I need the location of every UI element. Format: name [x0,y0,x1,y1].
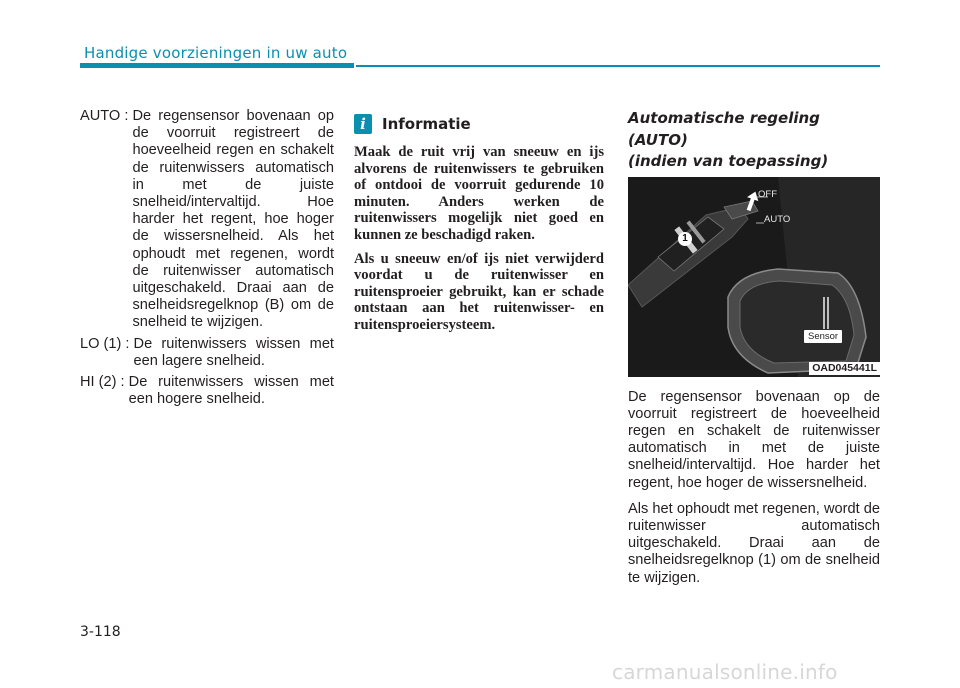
info-title: Informatie [382,115,471,133]
figure-label-off: OFF [758,188,777,200]
definition-desc: De ruitenwissers wissen met een hogere snelheid. [128,374,334,408]
definition-auto: AUTO : De regensensor bovenaan op de voorruit registreert de hoeveelheid regen en schakelt de ruitenwissers automatisch in met de juiste snelheid/intervaltijd. Hoe harder het regent, hoe hoger de wissersnelheid. Als het ophoudt met regenen, wordt de ruitenwisser automatisch uitgeschakeld. Draai aan de snelheidsregelknop (B) om de snelheid te wijzigen. [80,108,334,331]
info-box [354,112,604,334]
figure-callout: 1 [678,232,692,246]
definition-term: HI (2) [80,374,117,391]
info-paragraph: Als u sneeuw en/of ijs niet verwijderd voordat u de ruitenwisser en ruitensproeier gebruikt, kan er schade ontstaan aan het ruitenwisser- en ruitensproeiersysteem. [354,250,604,333]
definition-desc: De ruitenwissers wissen met een lagere snelheid. [133,335,334,369]
definition-list [80,108,334,412]
definition-hi: HI (2) : De ruitenwissers wissen met een hogere snelheid. [80,374,334,408]
page-number: 3-118 [80,624,121,640]
header-rule [80,63,354,68]
info-paragraph: Maak de ruit vrij van sneeuw en ijs alvorens de ruitenwissers te gebruiken of ontdooi de voorruit gedurende 10 minuten. Anders werken de ruitenwissers mogelijk niet goed en kunnen ze beschadigd raken. [354,144,604,243]
figure-illustration [628,177,880,377]
section-title: Automatische regeling (AUTO) [628,109,820,149]
info-icon: i [354,114,372,134]
wiper-sensor-figure [628,177,880,377]
definition-term: AUTO [80,108,121,124]
figure-code: OAD045441L [809,362,880,375]
auto-section [628,108,880,587]
section-header-title: Handige voorzieningen in uw auto [84,44,348,62]
definition-term: LO (1) [80,335,122,352]
definition-lo: LO (1) : De ruitenwissers wissen met een lagere snelheid. [80,335,334,369]
body-paragraph: De regensensor bovenaan op de voorruit registreert de hoeveelheid regen en schakelt de ruitenwisser automatisch in met de juiste snelheid/intervaltijd. Hoe harder het regent, hoe hoger de wissersnelheid. [628,388,880,491]
header-rule-thin [356,65,880,67]
info-header [354,112,604,136]
definition-desc: De regensensor bovenaan op de voorruit registreert de hoeveelheid regen en schakelt de ruitenwissers automatisch in met de juiste snelheid/intervaltijd. Hoe harder het regent, hoe hoger de wissersnelheid. Als het ophoudt met regenen, wordt de ruitenwisser automatisch uitgeschakeld. Draai aan de snelheidsregelknop (B) om de snelheid te wijzigen. [132,108,334,331]
section-subtitle: (indien van toepassing) [628,152,829,170]
figure-label-auto: AUTO [764,213,791,225]
watermark: carmanualsonline.info [612,660,838,684]
figure-label-sensor: Sensor [804,330,842,343]
body-paragraph: Als het ophoudt met regenen, wordt de ruitenwisser automatisch uitgeschakeld. Draai aan de snelheidsregelknop (1) om de snelheid te wijzigen. [628,500,880,586]
